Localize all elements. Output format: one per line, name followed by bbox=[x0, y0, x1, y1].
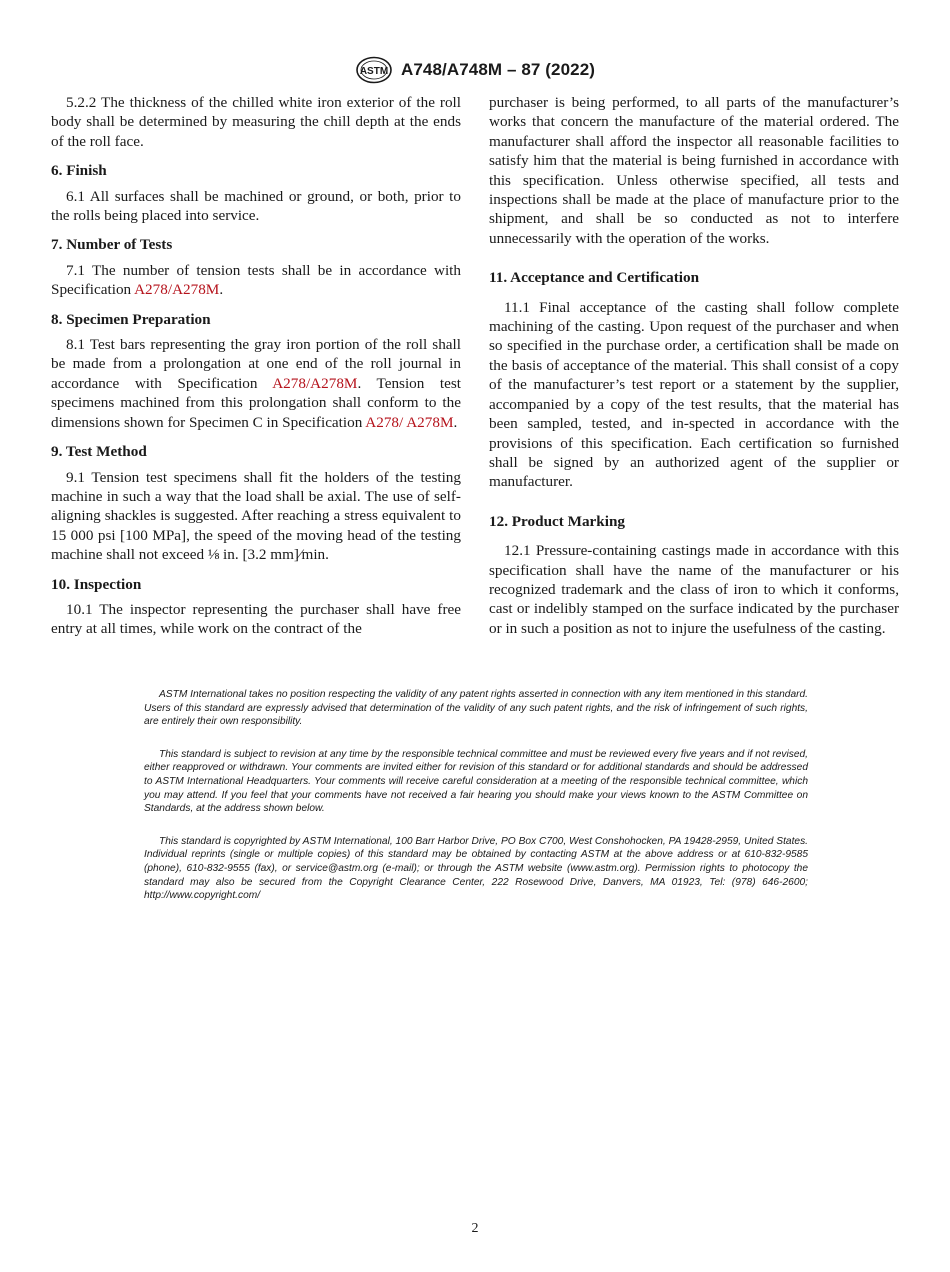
revision-notice: This standard is subject to revision at any time by the responsible technical committee and must be reviewed every five years and if not revised, either reapproved or withdrawn. Your comments are invited either for revision of this standard or for additional standards and should be addressed to ASTM International Headquarters. Your comments will receive careful consideration at a meeting of the responsible technical committee, which you may attend. If you feel that your comments have not received a fair hearing you should make your views known to the ASTM Committee on Standards, at the address shown below. bbox=[144, 748, 808, 815]
paragraph-9-1: 9.1 Tension test specimens shall fit the holders of the testing machine in such a way that the load shall be axial. The use of self-aligning shackles is suggested. After reaching a stress equivalent to 15 000 psi [100 MPa], the speed of the moving head of the testing machine shall not exceed ⅛ in. [3.2 mm]⁄min. bbox=[51, 468, 461, 564]
paragraph-8-1: 8.1 Test bars representing the gray iron portion of the roll shall be made from a prolongation at one end of the roll journal in accordance with Specification A278/A278M. Tension test specimens machined from this prolongation shall conform to the dimensions shown for Specimen C in Specification A278/ A278M. bbox=[51, 336, 461, 431]
astm-logo-icon bbox=[355, 56, 393, 84]
patent-notice: ASTM International takes no position respecting the validity of any patent rights asserted in connection with any item mentioned in this standard. Users of this standard are expressly advised that determination of the validity of any such patent rights, and the risk of infringement of such rights, are entirely their own responsibility. bbox=[144, 689, 808, 728]
paragraph-7-1: 7.1 The number of tension tests shall be in accordance with Specification A278/A278M. bbox=[51, 261, 461, 299]
legal-notes bbox=[144, 688, 808, 922]
paragraph-12-1: 12.1 Pressure-containing castings made in accordance with this specification shall have the name of the manufacturer or his recognized trademark and the class of iron to which it conforms, cast or indelibly stamped on the surface indicated by the purchaser or in such a position as not to injure the usefulness of the casting. bbox=[489, 542, 899, 637]
left-column bbox=[51, 93, 461, 639]
section-7-heading: 7. Number of Tests bbox=[51, 236, 173, 254]
paragraph-11-1: 11.1 Final acceptance of the casting shall follow complete machining of the casting. Upon request of the purchaser and when so specified in the purchase order, a certification shall be made on the basis of acceptance of the material. This shall consist of a copy of the manufacturer’s test report or a statement by the supplier, accompanied by a copy of the test results, that the material has been sampled, tested, and in-spected in accordance with the provisions of this specification. Each certification so furnished shall be signed by an authorized agent of the supplier or manufacturer. bbox=[489, 298, 899, 491]
link-a278-a278m[interactable]: A278/ A278M bbox=[365, 413, 454, 431]
link-a278-a278m[interactable]: A278/A278M bbox=[272, 374, 358, 392]
link-a278-a278m[interactable]: A278/A278M bbox=[134, 281, 220, 299]
copyright-notice: This standard is copyrighted by ASTM International, 100 Barr Harbor Drive, PO Box C700, West Conshohocken, PA 19428-2959, United States. Individual reprints (single or multiple copies) of this standard may be obtained by contacting ASTM at the above address or at 610-832-9585 (phone), 610-832-9555 (fax), or service@astm.org (e-mail); or through the ASTM website (www.astm.org). Permission rights to photocopy the standard may also be secured from the Copyright Clearance Center, 222 Rosewood Drive, Danvers, MA 01923, Tel: (978) 646-2600; http://www.copyright.com/ bbox=[144, 835, 808, 902]
section-9-heading: 9. Test Method bbox=[51, 443, 147, 461]
logo-text: ASTM bbox=[359, 66, 389, 77]
page-number: 2 bbox=[471, 1221, 479, 1236]
section-10-heading: 10. Inspection bbox=[51, 575, 142, 593]
document-designation: A748/A748M – 87 (2022) bbox=[400, 60, 596, 79]
paragraph-6-1: 6.1 All surfaces shall be machined or ground, or both, prior to the rolls being placed into service. bbox=[51, 187, 461, 225]
right-column bbox=[489, 93, 899, 638]
section-12-heading: 12. Product Marking bbox=[489, 512, 625, 530]
page-header bbox=[0, 55, 950, 85]
paragraph-10-1-continued: purchaser is being performed, to all parts of the manufacturer’s works that concern the manufacture of the material ordered. The manufacturer shall afford the inspector all reasonable facilities to satisfy him that the material is being furnished in accordance with this specification. Unless otherwise specified, all tests and inspections shall be made at the place of manufacture prior to the shipment, and shall be so conducted as not to interfere unnecessarily with the operation of the works. bbox=[489, 94, 899, 247]
paragraph-5-2-2: 5.2.2 The thickness of the chilled white iron exterior of the roll body shall be determined by measuring the chill depth at the ends of the roll face. bbox=[51, 94, 461, 150]
section-11-heading: 11. Acceptance and Certification bbox=[489, 269, 700, 287]
section-8-heading: 8. Specimen Preparation bbox=[51, 310, 211, 328]
section-6-heading: 6. Finish bbox=[51, 162, 107, 180]
paragraph-10-1: 10.1 The inspector representing the purchaser shall have free entry at all times, while work on the contract of the bbox=[51, 600, 461, 638]
